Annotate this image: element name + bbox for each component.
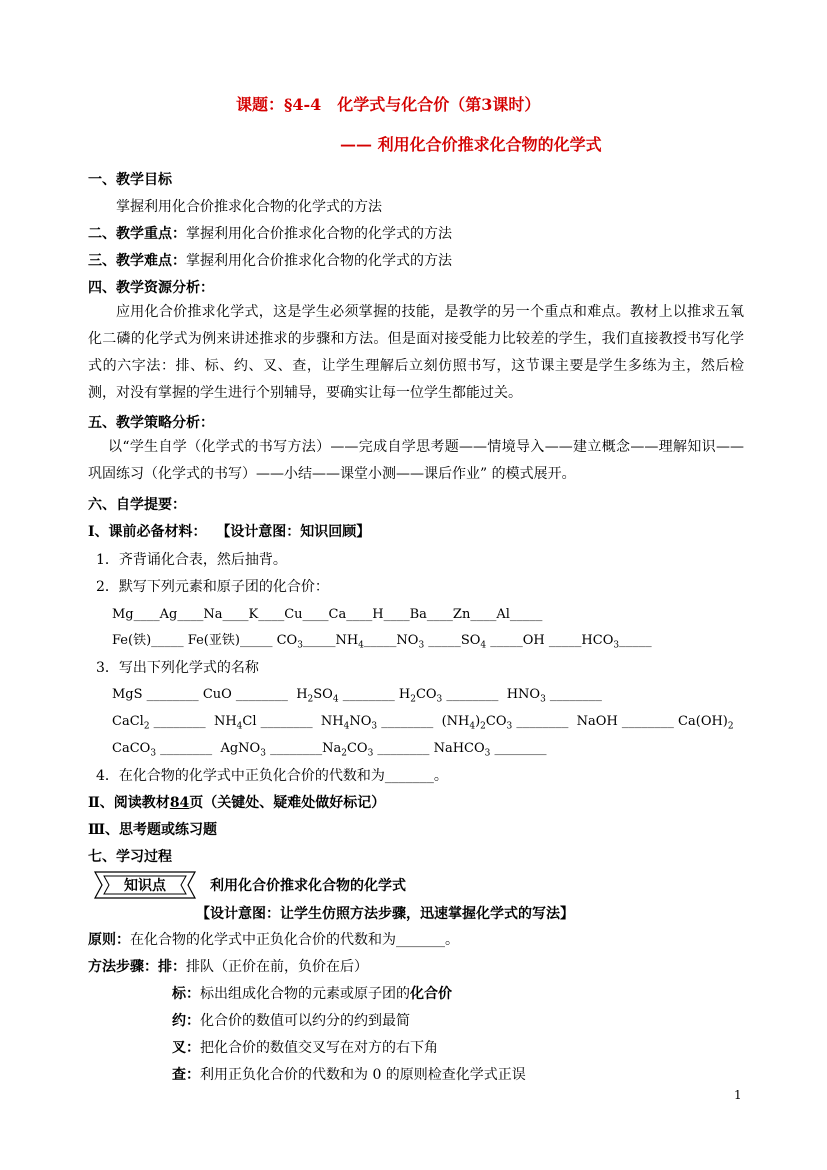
- steps-label: 方法步骤：: [88, 959, 158, 975]
- question-1: 1．齐背诵化合表，然后抽背。: [96, 552, 287, 568]
- part1-note: 【设计意图：知识回顾】: [216, 524, 371, 540]
- principle-end: 。: [445, 932, 459, 948]
- element-label: Al: [496, 607, 510, 622]
- strategy-paragraph: 以“学生自学（化学式的书写方法）——完成自学思考题——情境导入——建立概念——理解知识——巩固练习（化学式的书写）——小结——课堂小测——课后作业” 的模式展开。: [88, 439, 744, 482]
- part2-line: [88, 794, 385, 812]
- part2-note: 页（关键处、疑难处做好标记）: [189, 795, 386, 811]
- formula-label: CaCO$_3$: [112, 741, 157, 759]
- part2-label: Ⅱ、阅读教材: [88, 795, 170, 811]
- key-points-content: 掌握利用化合价推求化合物的化学式的方法: [186, 226, 452, 242]
- step-paidui: [88, 958, 368, 976]
- formula-label: NaOH: [576, 714, 618, 729]
- element-label: H: [372, 607, 384, 622]
- elements-row-2: Fe(铁)_____ Fe(亚铁)_____ $CO_3\_\_\_\_\_NH_4\_\_\_\_\_NO_3$ $\_\_\_\_\_SO_4$ _____OH $\_\_\_\_\_HCO_3\_\_\_\_\_$: [112, 633, 652, 651]
- element-label: OH: [522, 633, 545, 648]
- element-label: K: [248, 607, 259, 622]
- part1-line: [88, 523, 370, 541]
- step-emphasis: 化合价: [410, 986, 452, 1002]
- element-label: Fe(亚铁): [187, 633, 240, 648]
- step-text: 利用正负化合价的代数和为 0 的原则检查化学式正误: [200, 1067, 526, 1083]
- formula-label: $NH_4NO_3$: [320, 714, 378, 732]
- formula-label: $Ca(OH)_2$: [678, 714, 734, 732]
- element-label: Mg: [112, 607, 134, 622]
- part1-label: Ⅰ、课前必备材料：: [88, 524, 207, 540]
- question-4-end: 。: [433, 768, 448, 784]
- badge-label: 知识点: [124, 878, 166, 894]
- step-key: 标：: [172, 986, 200, 1002]
- question-4: 4．在化合物的化学式中正负化合价的代数和为_______。: [96, 768, 448, 784]
- step-key: 约：: [172, 1013, 200, 1029]
- step-key: 查：: [172, 1067, 200, 1083]
- formula-label: NaHCO$_3$: [433, 741, 491, 759]
- element-label: $HCO_3$: [581, 633, 620, 651]
- element-label: Ag: [159, 607, 178, 622]
- part2-page: 84: [169, 795, 190, 811]
- section-heading-process: 七、学习过程: [88, 849, 172, 865]
- step-text: 标出组成化合物的元素或原子团的: [200, 986, 410, 1002]
- principle-line: 原则：在化合物的化学式中正负化合价的代数和为_______。: [88, 932, 459, 948]
- element-label: Ba: [409, 607, 427, 622]
- formulas-row-2: CaCl$_2$ ________ $NH_4Cl$ ________ $NH_4NO_3$ ________ $(NH_4)_2CO_3$ ________ NaOH ________ $Ca(OH)_2$: [112, 714, 734, 732]
- design-intent: 【设计意图：让学生仿照方法步骤，迅速掌握化学式的写法】: [196, 906, 574, 922]
- element-label: $SO_4$: [460, 633, 487, 651]
- page-number: 1: [734, 1088, 742, 1102]
- question-2: 2．默写下列元素和原子团的化合价：: [96, 579, 329, 595]
- topic-title: 利用化合价推求化合物的化学式: [210, 878, 406, 894]
- page-subtitle: —— 利用化合价推求化合物的化学式: [340, 135, 602, 154]
- formula-label: MgS: [112, 687, 143, 702]
- part3-line: Ⅲ、思考题或练习题: [88, 822, 218, 838]
- element-label: $CO_3$: [276, 633, 303, 651]
- formulas-row-3: CaCO$_3$ ________ AgNO$_3$ $\_\_\_\_\_\_\_\_Na_2CO_3$ ________ NaHCO$_3$ ________: [112, 741, 547, 759]
- formula-label: $NH_4Cl$: [213, 714, 257, 732]
- section-heading-strategy: 五、教学策略分析：: [88, 415, 214, 431]
- element-label: Ca: [328, 607, 347, 622]
- element-label: Cu: [284, 607, 303, 622]
- question-3: 3．写出下列化学式的名称: [96, 660, 259, 676]
- section-heading-key-points: 二、教学重点：: [88, 226, 186, 242]
- step-cha: [172, 1039, 438, 1057]
- formula-label: $Na_2CO_3$: [322, 741, 374, 759]
- step-text: 把化合价的数值交叉写在对方的右下角: [200, 1040, 438, 1056]
- element-label: $NO_3$: [396, 633, 425, 651]
- knowledge-point-badge: [92, 866, 198, 904]
- step-check: [172, 1066, 526, 1084]
- step-key: 排：: [158, 959, 186, 975]
- section-difficulties: [88, 252, 452, 270]
- formula-label: $HNO_3$: [506, 687, 546, 705]
- question-4-text: 4．在化合物的化学式中正负化合价的代数和为: [96, 768, 385, 784]
- formulas-row-1: MgS ________ CuO ________ $H_2SO_4$ ________ $H_2CO_3$ ________ $HNO_3$ ________: [112, 687, 602, 705]
- section-heading-difficulties: 三、教学难点：: [88, 253, 186, 269]
- element-label: Fe(铁): [112, 633, 152, 648]
- principle-label: 原则：: [88, 932, 130, 948]
- element-label: Zn: [452, 607, 471, 622]
- step-biao: [172, 985, 452, 1003]
- formula-label: $(NH_4)_2CO_3$: [441, 714, 513, 732]
- page-title: 课题：§4-4 化学式与化合价（第3课时）: [236, 95, 541, 114]
- element-label: Na: [203, 607, 223, 622]
- difficulties-content: 掌握利用化合价推求化合物的化学式的方法: [186, 253, 452, 269]
- step-key: 叉：: [172, 1040, 200, 1056]
- step-yue: [172, 1012, 410, 1030]
- step-text: 排队（正价在前，负价在后）: [186, 959, 368, 975]
- section-heading-self-study: 六、自学提要：: [88, 497, 186, 513]
- formula-label: CuO: [202, 687, 232, 702]
- formula-label: CaCl$_2$: [112, 714, 150, 732]
- section-heading-resources: 四、教学资源分析：: [88, 280, 214, 296]
- element-label: $NH_4$: [335, 633, 364, 651]
- elements-row-1: Mg____Ag____Na____K____Cu____Ca____H____Ba____Zn____Al_____: [112, 607, 543, 622]
- objectives-content: 掌握利用化合价推求化合物的化学式的方法: [116, 199, 382, 215]
- step-text: 化合价的数值可以约分的约到最简: [200, 1013, 410, 1029]
- principle-text: 在化合物的化学式中正负化合价的代数和为: [130, 932, 396, 948]
- formula-label: AgNO$_3$: [220, 741, 266, 759]
- resources-paragraph: 应用化合价推求化学式，这是学生必须掌握的技能，是教学的另一个重点和难点。教材上以推求五氧化二磷的化学式为例来讲述推求的步骤和方法。但是面对接受能力比较差的学生，我们直接教授书写化学式的六字法：排、标、约、叉、查，让学生理解后立刻仿照书写，这节课主要是学生多练为主，然后检测，对没有掌握的学生进行个别辅导，要确实让每一位学生都能过关。: [88, 304, 744, 401]
- formula-label: $H_2SO_4$: [296, 687, 339, 705]
- formula-label: $H_2CO_3$: [398, 687, 443, 705]
- section-key-points: [88, 225, 452, 243]
- section-heading-objectives: 一、教学目标: [88, 172, 172, 188]
